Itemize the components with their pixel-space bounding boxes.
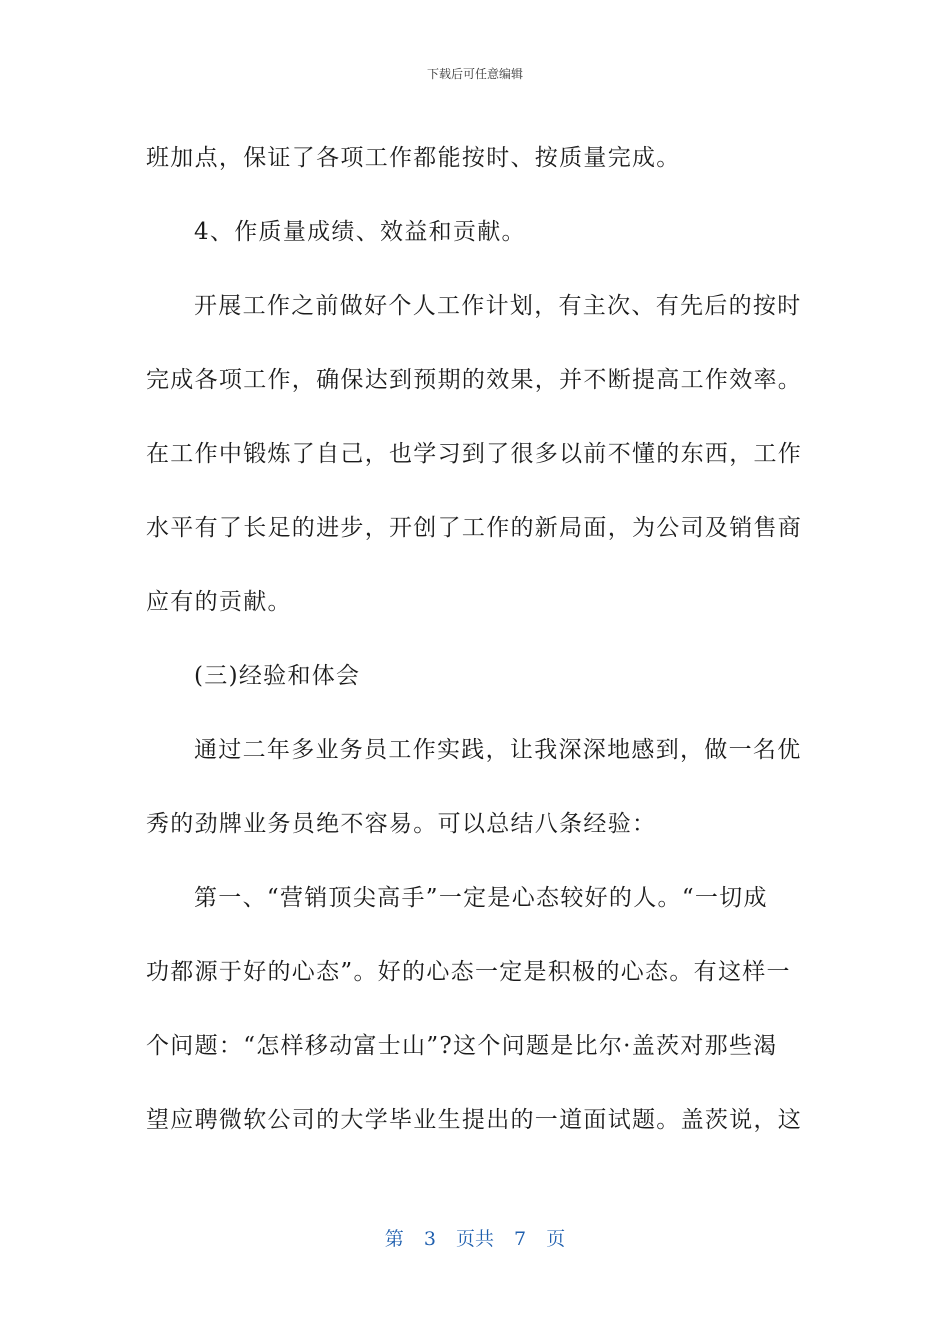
- page-label-middle: 页共: [455, 1228, 494, 1250]
- body-line: 完成各项工作，确保达到预期的效果，并不断提高工作效率。: [146, 367, 803, 393]
- page-label-suffix: 页: [546, 1228, 566, 1250]
- body-line: 秀的劲牌业务员绝不容易。可以总结八条经验：: [146, 811, 657, 837]
- body-line: 功都源于好的心态”。好的心态一定是积极的心态。有这样一: [146, 959, 791, 985]
- body-line: 开展工作之前做好个人工作计划，有主次、有先后的按时: [194, 293, 802, 319]
- body-line: 在工作中锻炼了自己，也学习到了很多以前不懂的东西，工作: [146, 441, 803, 467]
- body-line: 水平有了长足的进步，开创了工作的新局面，为公司及销售商: [146, 515, 803, 541]
- page-footer: [0, 1226, 950, 1252]
- page-header: [0, 66, 950, 82]
- body-line: 第一、“营销顶尖高手”一定是心态较好的人。“一切成: [194, 885, 768, 911]
- body-line: 4、作质量成绩、效益和贡献。: [194, 219, 526, 245]
- body-line: 班加点，保证了各项工作都能按时、按质量完成。: [146, 145, 681, 171]
- header-text: 下载后可任意编辑: [426, 67, 523, 81]
- body-line: 个问题：“怎样移动富士山”?这个问题是比尔·盖茨对那些渴: [146, 1033, 778, 1059]
- body-line: 通过二年多业务员工作实践，让我深深地感到，做一名优: [194, 737, 802, 763]
- current-page-number: 3: [423, 1228, 436, 1250]
- body-line: 望应聘微软公司的大学毕业生提出的一道面试题。盖茨说，这: [146, 1107, 803, 1133]
- body-line: 应有的贡献。: [146, 589, 292, 615]
- section-heading: (三)经验和体会: [194, 663, 361, 689]
- document-body: [146, 121, 806, 1157]
- total-pages-number: 7: [514, 1228, 527, 1250]
- page-label-prefix: 第: [384, 1228, 404, 1250]
